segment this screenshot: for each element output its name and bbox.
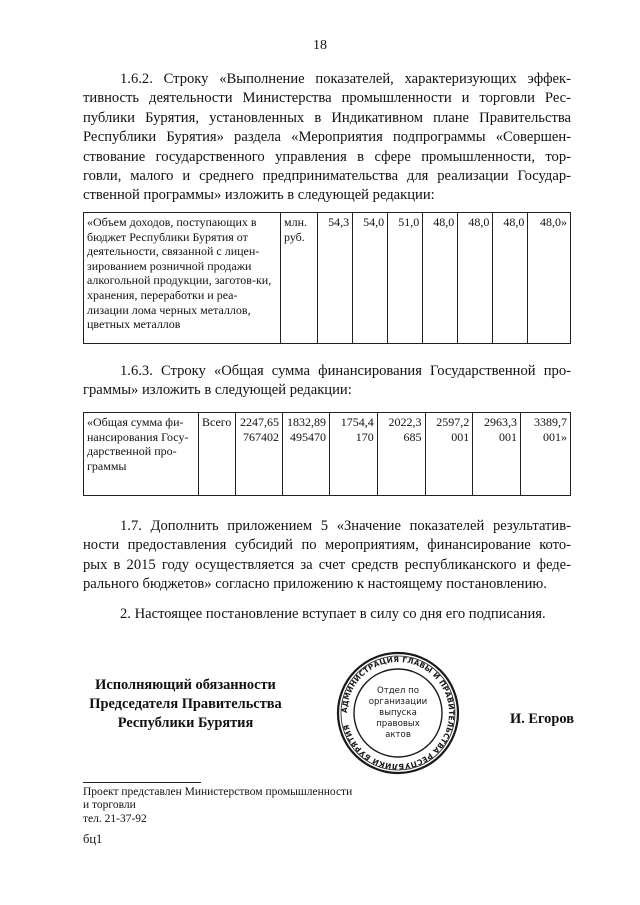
value-cell: 48,0	[458, 213, 493, 344]
total-label-cell: Всего	[199, 413, 236, 496]
value-cell: 3389,7 001»	[521, 413, 571, 496]
paragraph-line: ствование государственного управления в сфере промышленности, тор-	[83, 148, 571, 165]
paragraph-1-7	[83, 517, 571, 595]
paragraph-line: Республики Бурятия» раздела «Мероприятия подпрограммы «Совершен-	[83, 129, 571, 146]
seal-outer-text: АДМИНИСТРАЦИЯ ГЛАВЫ И ПРАВИТЕЛЬСТВА РЕСПУБЛИКИ БУРЯТИЯ	[339, 654, 457, 772]
paragraph-line: говли, малого и среднего предпринимательства для реализации Государ-	[83, 168, 571, 185]
signer-name: И. Егоров	[510, 711, 574, 727]
svg-text:правовых: правовых	[376, 719, 420, 729]
paragraph-line: ственной программы» изложить в следующей редакции:	[83, 187, 435, 204]
indicator-table	[83, 212, 571, 344]
paragraph-1-6-2	[83, 70, 571, 206]
value-cell: 48,0	[493, 213, 528, 344]
paragraph-line: тивность деятельности Министерства промышленности и торговли Рес-	[83, 90, 571, 107]
value-cell: 2022,3 685	[377, 413, 425, 496]
paragraph-line: ности предоставления субсидий по мероприятиям, финансирование кото-	[83, 537, 571, 554]
paragraph-line: рального бюджетов» согласно приложению к настоящему постановлению.	[83, 576, 547, 593]
signatory-position	[83, 676, 288, 733]
value-cell: 54,3	[318, 213, 353, 344]
paragraph-1-6-3	[83, 362, 571, 401]
position-line: Республики Бурятия	[117, 715, 254, 731]
document-code: бц1	[83, 832, 103, 846]
paragraph-line: 2. Настоящее постановление вступает в силу со дня его подписания.	[120, 606, 546, 622]
footnote-line: тел. 21-37-92	[83, 812, 147, 825]
svg-text:Отдел по: Отдел по	[376, 686, 420, 696]
svg-text:выпуска: выпуска	[379, 708, 417, 718]
position-line: Председателя Правительства	[89, 696, 282, 712]
official-seal	[336, 651, 460, 775]
table-row	[84, 413, 571, 496]
table-row	[84, 213, 571, 344]
value-cell: 2247,65 767402	[236, 413, 283, 496]
paragraph-line: 1.6.2. Строку «Выполнение показателей, характеризующих эффек-	[120, 71, 571, 87]
value-cell: 51,0	[388, 213, 423, 344]
position-line: Исполняющий обязанности	[95, 677, 276, 693]
footnote-divider	[83, 782, 201, 783]
value-cell: 1754,4 170	[330, 413, 378, 496]
paragraph-line: рых в 2015 году осуществляется за счет средств республиканского и феде-	[83, 556, 571, 573]
svg-text:организации: организации	[368, 697, 428, 707]
financing-table	[83, 412, 571, 496]
paragraph-2	[83, 605, 571, 624]
seal-inner-text	[369, 686, 428, 740]
value-cell: 1832,89 495470	[283, 413, 330, 496]
value-cell: 48,0	[423, 213, 458, 344]
footnote	[83, 786, 403, 826]
page-number: 18	[313, 38, 327, 53]
row-name-cell: «Объем доходов, поступающих в бюджет Республики Бурятия от деятельности, связанной с лицен-зированием розничной продажи алкогольной продукции, заготов-ки, хранения, переработки и реа-лизации лома черных металлов, цветных металлов	[84, 213, 281, 344]
footnote-line: Проект представлен Министерством промышленности	[83, 786, 353, 798]
row-name-cell: «Общая сумма фи-нансирования Госу-дарственной про-граммы	[84, 413, 199, 496]
paragraph-line: 1.6.3. Строку «Общая сумма финансирования Государственной про-	[120, 363, 571, 379]
footnote-line: и торговли	[83, 799, 136, 812]
value-cell: 54,0	[353, 213, 388, 344]
paragraph-line: граммы» изложить в следующей редакции:	[83, 382, 352, 399]
value-cell: 48,0»	[528, 213, 571, 344]
unit-cell: млн. руб.	[281, 213, 318, 344]
value-cell: 2597,2 001	[425, 413, 473, 496]
svg-text:актов: актов	[385, 730, 411, 740]
value-cell: 2963,3 001	[473, 413, 521, 496]
paragraph-line: 1.7. Дополнить приложением 5 «Значение показателей результатив-	[120, 518, 571, 534]
paragraph-line: публики Бурятия, установленных в Индикативном плане Правительства	[83, 109, 571, 126]
